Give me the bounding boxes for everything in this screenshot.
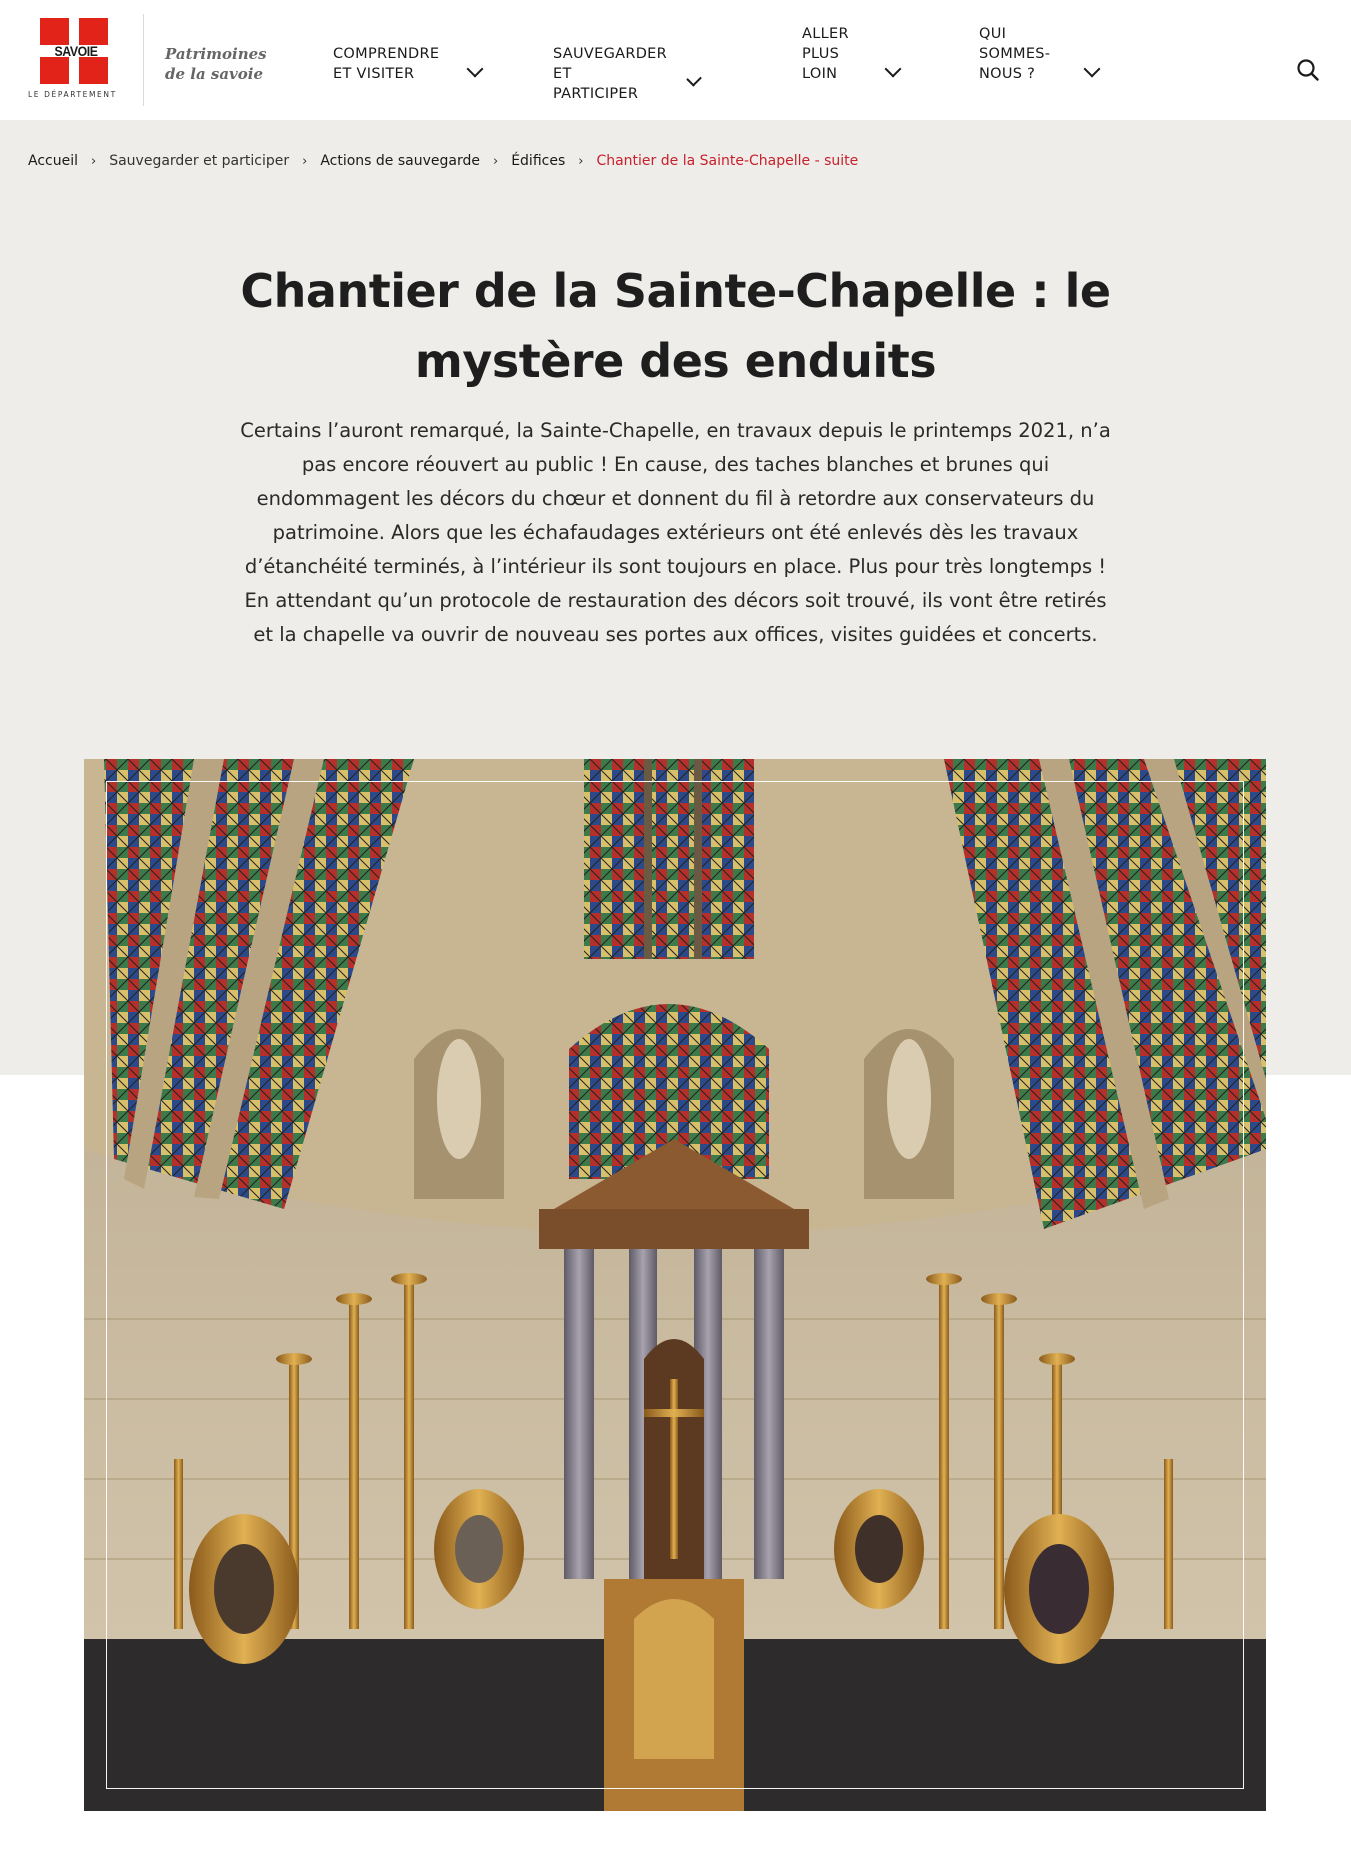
breadcrumb-chevron-icon: › — [302, 153, 308, 169]
nav-label-line: COMPRENDRE — [333, 46, 440, 62]
nav-label — [553, 44, 669, 104]
nav-label — [333, 44, 439, 84]
header-divider — [143, 14, 144, 106]
nav-label-line: ALLER — [802, 26, 849, 42]
nav-label-line: PARTICIPER — [553, 86, 639, 102]
breadcrumb-item-sauvegarder[interactable]: Sauvegarder et participer — [109, 153, 290, 169]
breadcrumb-chevron-icon: › — [493, 153, 499, 169]
breadcrumb-item-accueil[interactable]: Accueil — [28, 153, 78, 169]
breadcrumb-chevron-icon: › — [578, 153, 584, 169]
nav-item-qui-sommes-nous[interactable] — [979, 24, 1098, 84]
nav-label — [802, 24, 849, 84]
nav-label-line: SOMMES- — [979, 46, 1051, 62]
breadcrumb-item-edifices[interactable]: Édifices — [511, 153, 566, 169]
chapel-altar-photo — [84, 759, 1266, 1811]
nav-label-line: LOIN — [802, 66, 838, 82]
article-intro: Certains l’auront remarqué, la Sainte-Chapelle, en travaux depuis le printemps 2021, n’a pas encore réouvert au public ! En cause, des taches blanches et brunes qui endommagent les décors du chœur et donnent du fil à retordre aux conservateurs du patrimoine. Alors que les échafaudages extérieurs ont été enlevés dès les travaux d’étanchéité terminés, à l’intérieur ils sont toujours en place. Plus pour très longtemps ! En attendant qu’un protocole de restauration des décors soit trouvé, ils vont être retirés et la chapelle va ouvrir de nouveau ses portes aux offices, visites guidées et concerts. — [240, 419, 1111, 646]
nav-item-aller-plus-loin[interactable] — [802, 24, 899, 84]
nav-label-line: NOUS ? — [979, 66, 1036, 82]
page-title: Chantier de la Sainte-Chapelle : le mystère des enduits — [240, 264, 1111, 388]
chevron-down-icon — [686, 71, 702, 87]
breadcrumb-chevron-icon: › — [91, 153, 97, 169]
logo-subtitle: LE DÉPARTEMENT — [28, 90, 117, 99]
nav-label-line: PLUS — [802, 46, 840, 62]
nav-item-sauvegarder-et-participer[interactable] — [553, 44, 699, 104]
tagline-line-2: de la savoie — [165, 65, 264, 83]
breadcrumb-current: Chantier de la Sainte-Chapelle - suite — [596, 153, 859, 169]
logo-wordmark: SAVOIE — [54, 43, 98, 59]
search-button[interactable] — [1296, 58, 1320, 82]
chevron-down-icon — [467, 61, 484, 78]
site-tagline[interactable] — [165, 44, 267, 84]
chapel-illustration — [84, 759, 1266, 1811]
nav-label-line: SAUVEGARDER ET — [553, 46, 668, 82]
chevron-down-icon — [1084, 61, 1101, 78]
tagline-line-1: Patrimoines — [165, 45, 267, 63]
nav-label-line: ET VISITER — [333, 66, 415, 82]
nav-item-comprendre-et-visiter[interactable] — [333, 44, 481, 84]
nav-label — [979, 24, 1050, 84]
breadcrumb — [28, 153, 858, 169]
nav-label-line: QUI — [979, 26, 1007, 42]
search-icon — [1296, 58, 1320, 82]
site-header — [0, 0, 1351, 120]
savoie-logo[interactable] — [28, 18, 124, 102]
breadcrumb-item-actions[interactable]: Actions de sauvegarde — [320, 153, 480, 169]
chevron-down-icon — [884, 61, 901, 78]
